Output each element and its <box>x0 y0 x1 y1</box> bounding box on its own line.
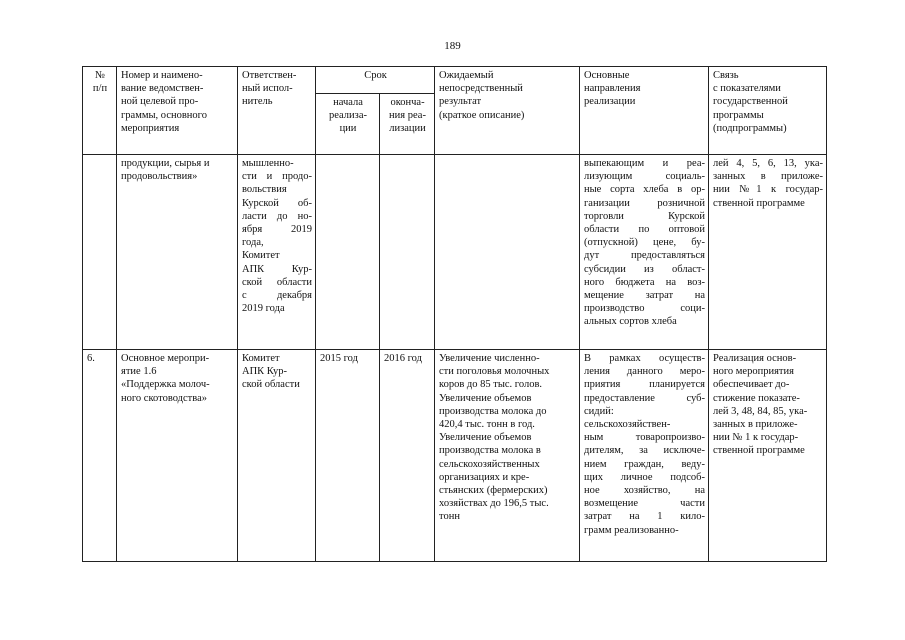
header-col-end <box>380 94 435 155</box>
text-line: организациях и кре- <box>439 471 530 483</box>
text-line: ным товаропроизво- <box>584 432 705 444</box>
text-line: дут предоставляться <box>584 250 705 262</box>
text-line: альных сортов хлеба <box>584 316 677 328</box>
text-line: продовольствия» <box>121 171 198 183</box>
text-line: года, <box>242 237 264 249</box>
text-line: стижение показате- <box>713 392 800 404</box>
text-line: В рамках осуществ- <box>584 353 705 364</box>
text-line: вольствия <box>242 184 287 196</box>
text-line: лей 3, 48, 84, 85, ука- <box>713 405 808 417</box>
text-line: непосредственный <box>439 83 523 95</box>
text-line: Комитет <box>242 250 280 262</box>
text-line: Курской об- <box>242 197 312 209</box>
text-line: субсидии из област- <box>584 263 705 275</box>
text-line: ного скотоводства» <box>121 392 207 404</box>
text-line: с декабря <box>242 290 312 302</box>
text-line: 420,4 тыс. тонн в год. <box>439 419 535 431</box>
text-line: Реализация основ- <box>713 353 797 364</box>
text-line: тонн <box>439 511 460 523</box>
row-name <box>117 350 238 562</box>
text-line: реализа- <box>329 110 367 122</box>
row-result <box>435 350 580 562</box>
text-line: сти и продо- <box>242 171 312 183</box>
row-directions <box>580 155 709 350</box>
text-line: грамм реализованно- <box>584 524 679 536</box>
header-col-directions <box>580 67 709 155</box>
text-line: ное хозяйство, на <box>584 485 705 497</box>
text-line: предоставление суб- <box>584 392 705 404</box>
text-line: нии №1 к государ- <box>713 184 823 196</box>
text-line: Увеличение численно- <box>439 353 540 364</box>
row-link <box>709 155 827 350</box>
text-line: нитель <box>242 96 273 108</box>
text-line: Номер и наимено- <box>121 70 203 81</box>
text-line: АПК Кур- <box>242 263 312 275</box>
table-header-row <box>83 67 827 94</box>
text-line: лей 4, 5, 6, 13, ука- <box>713 158 823 169</box>
text-line: обеспечивает до- <box>713 379 790 391</box>
text-line: сидий: <box>584 405 614 417</box>
text-line: производство соци- <box>584 303 705 315</box>
text-line: направления <box>584 83 641 95</box>
row-end <box>380 155 435 350</box>
row-start: 2015 год <box>316 350 380 562</box>
text-line: производства молока до <box>439 405 547 417</box>
text-line: ной целевой про- <box>121 96 199 108</box>
text-line: результат <box>439 96 482 108</box>
header-col-term: Срок <box>316 67 435 94</box>
row-link <box>709 350 827 562</box>
row-result <box>435 155 580 350</box>
text-line: государственной <box>713 96 788 108</box>
text-line: Комитет <box>242 353 280 364</box>
text-line: Связь <box>713 70 739 81</box>
text-line: Увеличение объемов <box>439 392 532 404</box>
row-name <box>117 155 238 350</box>
text-line: ября 2019 <box>242 224 312 236</box>
table-row <box>83 350 827 562</box>
text-line: ской области <box>242 379 300 391</box>
text-line: вание ведомствен- <box>121 83 204 95</box>
text-line: мероприятия <box>121 122 180 134</box>
text-line: ции <box>339 123 357 135</box>
text-line: начала <box>333 97 363 108</box>
text-line: приятия планируется <box>584 379 705 391</box>
text-line: возмещение части <box>584 498 705 510</box>
text-line: программы <box>713 109 764 121</box>
header-col-link <box>709 67 827 155</box>
row-number: 6. <box>83 350 117 562</box>
text-line: 2019 года <box>242 303 285 315</box>
text-line: «Поддержка молоч- <box>121 379 210 391</box>
header-col-responsible <box>238 67 316 155</box>
row-start <box>316 155 380 350</box>
text-line: сельскохозяйствен- <box>584 419 671 431</box>
text-line: лизации <box>389 123 426 135</box>
text-line: ской области <box>242 276 312 288</box>
text-line: затрат на 1 кило- <box>584 511 705 523</box>
text-line: п/п <box>92 83 108 95</box>
text-line: ный испол- <box>242 83 293 95</box>
text-line: продукции, сырья и <box>121 158 210 169</box>
text-line: сельскохозяйственных <box>439 458 540 470</box>
text-line: ния реа- <box>389 110 426 122</box>
text-line: (подпрограммы) <box>713 122 787 134</box>
text-line: оконча- <box>390 97 425 108</box>
text-line: АПК Кур- <box>242 366 288 378</box>
text-line: хозяйствах до 196,5 тыс. <box>439 498 549 510</box>
text-line: дителям, за исключе- <box>584 445 705 457</box>
text-line: стьянских (фермерских) <box>439 485 548 497</box>
text-line: занных в приложе- <box>713 171 823 183</box>
text-line: ного бюджета на воз- <box>584 276 705 288</box>
text-line: ятие 1.6 <box>121 366 157 378</box>
program-table <box>82 66 827 562</box>
text-line: коров до 85 тыс. голов. <box>439 379 543 391</box>
text-line: № <box>94 70 106 81</box>
text-line: лизующим социаль- <box>584 171 705 183</box>
row-responsible <box>238 155 316 350</box>
text-line: граммы, основного <box>121 109 207 121</box>
text-line: ганизации розничной <box>584 197 705 209</box>
text-line: производства молока в <box>439 445 541 457</box>
text-line: нием граждан, веду- <box>584 458 705 470</box>
text-line: реализации <box>584 96 636 108</box>
header-col-name <box>117 67 238 155</box>
text-line: ного мероприятия <box>713 366 794 378</box>
text-line: ственной программе <box>713 197 805 209</box>
text-line: занных в приложе- <box>713 419 798 431</box>
header-col-result <box>435 67 580 155</box>
text-line: ласти до но- <box>242 210 312 222</box>
text-line: Ответствен- <box>242 70 297 81</box>
text-line: с показателями <box>713 83 781 95</box>
text-line: щих личное подсоб- <box>584 471 705 483</box>
text-line: мышленно- <box>242 158 294 169</box>
page-number: 189 <box>444 40 461 52</box>
header-col-start <box>316 94 380 155</box>
row-end: 2016 год <box>380 350 435 562</box>
text-line: торговли Курской <box>584 210 705 222</box>
text-line: Ожидаемый <box>439 70 494 81</box>
text-line: Основное меропри- <box>121 353 210 364</box>
text-line: (отпускной) цене, бу- <box>584 237 705 249</box>
text-line: (краткое описание) <box>439 109 525 121</box>
text-line: ные сорта хлеба в ор- <box>584 184 705 196</box>
row-responsible <box>238 350 316 562</box>
text-line: сти поголовья молочных <box>439 366 550 378</box>
text-line: ления данного меро- <box>584 366 705 378</box>
text-line: области по оптовой <box>584 224 705 236</box>
text-line: мещение затрат на <box>584 290 705 302</box>
header-col-number <box>83 67 117 155</box>
text-line: нии № 1 к государ- <box>713 432 799 444</box>
text-line: Увеличение объемов <box>439 432 532 444</box>
text-line: ственной программе <box>713 445 805 457</box>
row-directions <box>580 350 709 562</box>
text-line: Основные <box>584 70 630 81</box>
row-number <box>83 155 117 350</box>
table-row <box>83 155 827 350</box>
text-line: выпекающим и реа- <box>584 158 705 169</box>
